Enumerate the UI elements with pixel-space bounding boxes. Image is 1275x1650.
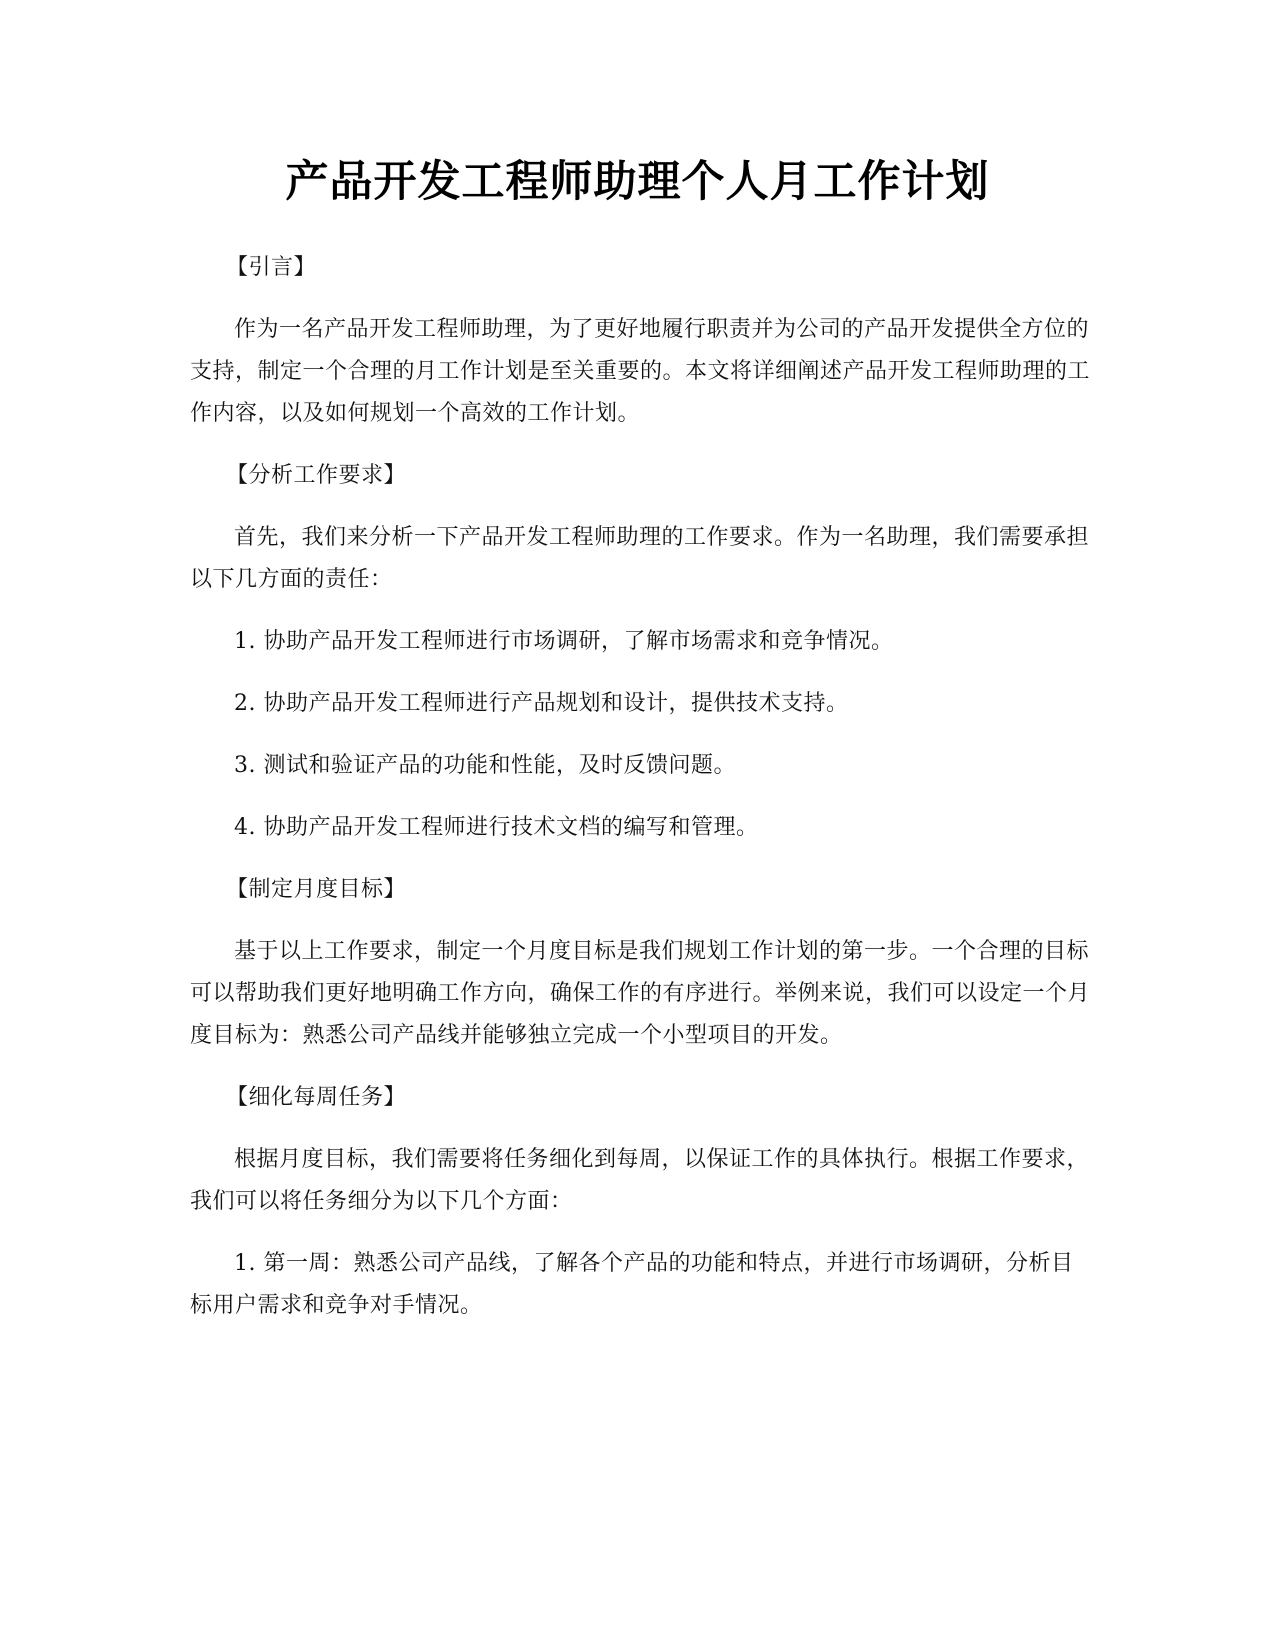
section-heading-monthly-goal: 【制定月度目标】 (226, 877, 407, 902)
list-item-requirement-3: 3. 测试和验证产品的功能和性能，及时反馈问题。 (234, 753, 736, 778)
section-heading-weekly-tasks: 【细化每周任务】 (226, 1085, 407, 1110)
document-body (190, 247, 1090, 1347)
paragraph-requirements: 首先，我们来分析一下产品开发工程师助理的工作要求。作为一名助理，我们需要承担以下几方面的责任： (190, 525, 1090, 592)
section-heading-introduction: 【引言】 (226, 255, 317, 280)
paragraph-introduction: 作为一名产品开发工程师助理，为了更好地履行职责并为公司的产品开发提供全方位的支持，制定一个合理的月工作计划是至关重要的。本文将详细阐述产品开发工程师助理的工作内容，以及如何规划一个高效的工作计划。 (190, 317, 1091, 426)
paragraph-weekly-tasks: 根据月度目标，我们需要将任务细化到每周，以保证工作的具体执行。根据工作要求，我们可以将任务细分为以下几个方面： (190, 1147, 1090, 1214)
list-item-requirement-1: 1. 协助产品开发工程师进行市场调研，了解市场需求和竞争情况。 (234, 629, 894, 654)
list-item-requirement-2: 2. 协助产品开发工程师进行产品规划和设计，提供技术支持。 (234, 691, 849, 716)
section-heading-requirements: 【分析工作要求】 (226, 463, 407, 488)
paragraph-monthly-goal: 基于以上工作要求，制定一个月度目标是我们规划工作计划的第一步。一个合理的目标可以帮助我们更好地明确工作方向，确保工作的有序进行。举例来说，我们可以设定一个月度目标为：熟悉公司产品线并能够独立完成一个小型项目的开发。 (190, 939, 1091, 1048)
list-item-week-1: 1. 第一周：熟悉公司产品线，了解各个产品的功能和特点，并进行市场调研，分析目标用户需求和竞争对手情况。 (190, 1251, 1074, 1318)
list-item-requirement-4: 4. 协助产品开发工程师进行技术文档的编写和管理。 (234, 815, 759, 840)
document-title: 产品开发工程师助理个人月工作计划 (285, 157, 990, 207)
